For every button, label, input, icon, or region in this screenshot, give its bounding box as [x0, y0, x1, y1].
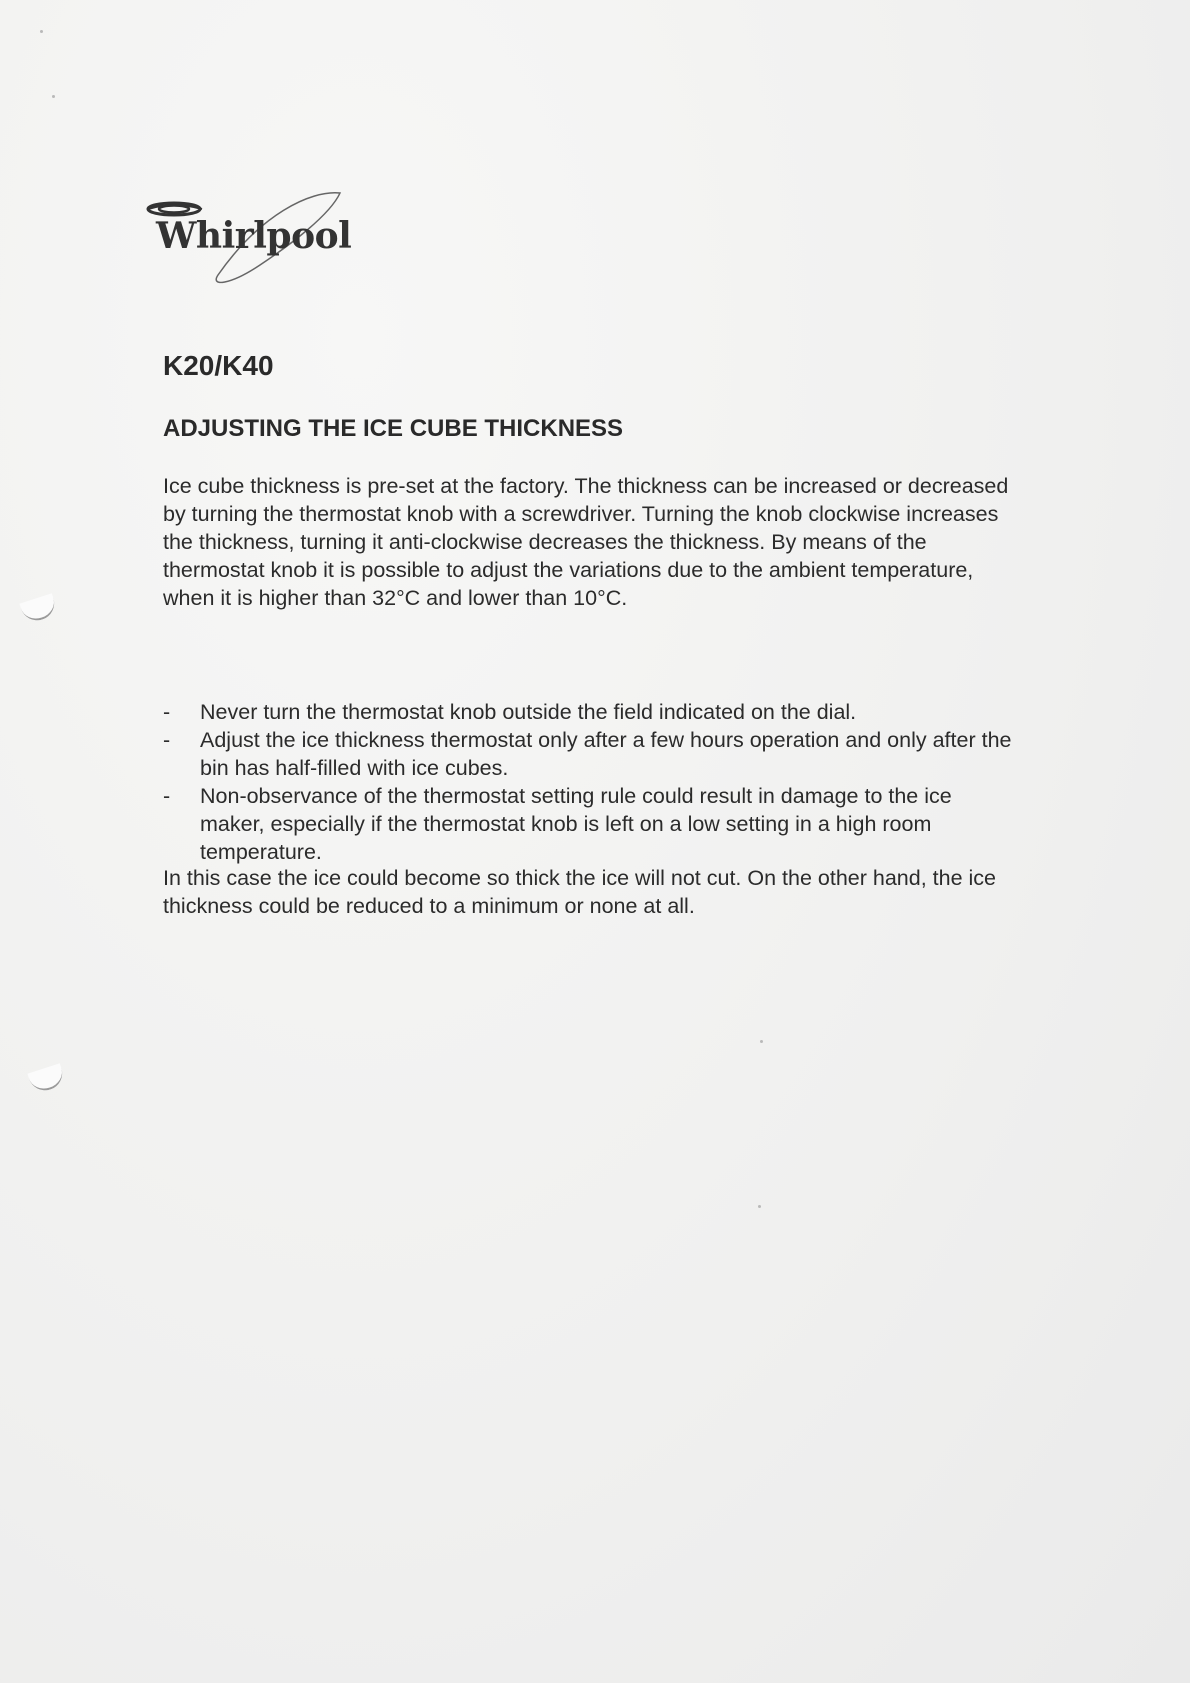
- intro-paragraph: Ice cube thickness is pre-set at the factory. The thickness can be increased or decreased by turning the thermostat knob with a screwdriver. Turning the knob clockwise increases the thickness, turning it anti-clockwise decreases the thickness. By means of the thermostat knob it is possible to adjust the variations due to the ambient temperature, when it is higher than 32°C and lower than 10°C.: [163, 474, 1009, 610]
- scan-speck: [40, 30, 43, 33]
- list-item: [163, 698, 1013, 726]
- bullet-dash: -: [163, 700, 171, 724]
- notes-list: [163, 698, 1013, 866]
- scan-speck: [758, 1205, 761, 1208]
- brand-wordmark: Whirlpool: [156, 215, 352, 257]
- punch-hole-mark: [27, 1063, 66, 1094]
- section-heading: ADJUSTING THE ICE CUBE THICKNESS: [163, 415, 624, 442]
- closing-paragraph: In this case the ice could become so thick the ice will not cut. On the other hand, the ice thickness could be reduced to a minimum or none at all.: [163, 866, 996, 918]
- bullet-dash: -: [163, 784, 171, 808]
- model-title: K20/K40: [163, 350, 274, 381]
- note-text: Never turn the thermostat knob outside the field indicated on the dial.: [200, 700, 857, 724]
- note-text: Non-observance of the thermostat setting rule could result in damage to the ice maker, especially if the thermostat knob is left on a low setting in a high room temperature.: [200, 784, 952, 864]
- list-item: [163, 782, 1013, 866]
- bullet-dash: -: [163, 728, 171, 752]
- punch-hole-mark: [19, 593, 58, 624]
- scan-speck: [52, 95, 55, 98]
- note-text: Adjust the ice thickness thermostat only after a few hours operation and only after the bin has half-filled with ice cubes.: [200, 728, 1012, 780]
- whirlpool-logo: [140, 185, 380, 290]
- scan-speck: [760, 1040, 763, 1043]
- list-item: [163, 726, 1013, 782]
